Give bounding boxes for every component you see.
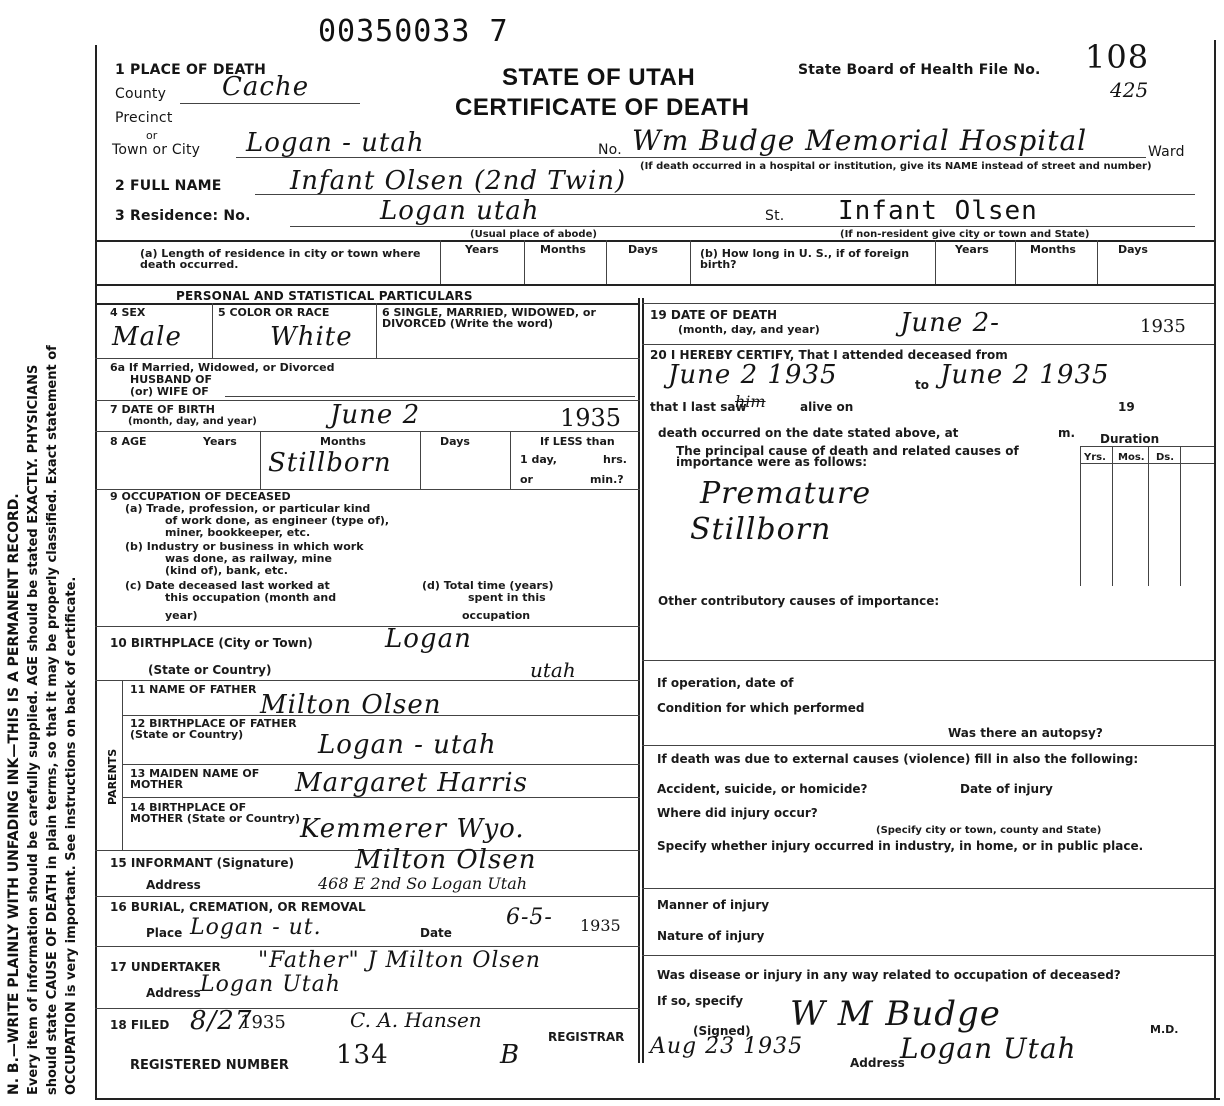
dob-sub-label: (month, day, and year) (128, 416, 257, 427)
res-col-d (690, 240, 691, 284)
md-label: M.D. (1150, 1023, 1179, 1036)
occupation-d2: spent in this (468, 591, 546, 604)
res-col-a (440, 240, 441, 284)
certificate-serial-number: 00350033 7 (318, 14, 509, 49)
informant-value: Milton Olsen (355, 845, 537, 875)
res-months-b: Months (1030, 243, 1076, 256)
registered-number-suffix: B (500, 1040, 521, 1070)
place-of-death-label: 1 PLACE OF DEATH (115, 62, 267, 78)
residence-table-bottom (95, 284, 1215, 286)
birth-state-value: utah (530, 658, 576, 682)
physician-address: Logan Utah (900, 1032, 1077, 1065)
color-divider (376, 303, 377, 358)
certify-label: 20 I HEREBY CERTIFY, That I attended deceased from (650, 348, 1008, 362)
foreign-birth-label: (b) How long in U. S., if of foreign birth? (700, 247, 910, 271)
cause-line-1: Premature (700, 476, 872, 511)
residence-line (290, 226, 1195, 227)
occurred-label: death occurred on the date stated above, at (658, 426, 959, 440)
autopsy-label: Was there an autopsy? (948, 726, 1103, 740)
attended-from: June 2 1935 (668, 360, 838, 390)
operation-label: If operation, date of (657, 676, 794, 690)
hospital-value: Wm Budge Memorial Hospital (632, 124, 1088, 157)
res-months-a: Months (540, 243, 586, 256)
last-saw-label: that I last saw (650, 400, 747, 414)
res-col-b (524, 240, 525, 284)
age-years-label: Years (203, 435, 237, 448)
burial-date-label: Date (420, 926, 452, 940)
county-value: Cache (222, 72, 310, 102)
sex-divider (212, 303, 213, 358)
mother-birthplace-value: Kemmerer Wyo. (300, 814, 525, 844)
usual-abode-note: (Usual place of abode) (470, 229, 597, 240)
nonresident-note: (If non-resident give city or town and State) (840, 229, 1090, 240)
dob-year: 1935 (560, 404, 622, 432)
occupation-a3: miner, bookkeeper, etc. (165, 526, 311, 539)
marital-label: 6 SINGLE, MARRIED, WIDOWED, or DIVORCED (Write the word) (382, 306, 596, 330)
town-label: Town or City (112, 142, 201, 158)
res-col-f (1015, 240, 1016, 284)
residence-label: 3 Residence: No. (115, 208, 251, 224)
where-injury-label: Where did injury occur? (657, 806, 818, 820)
residence-typed-name: Infant Olsen (838, 196, 1038, 226)
duration-col-2 (1112, 446, 1113, 586)
last-saw-value: him (735, 392, 766, 411)
duration-top (1080, 446, 1214, 447)
accident-label: Accident, suicide, or homicide? (657, 782, 868, 796)
duration-head-bottom (1080, 463, 1214, 464)
color-value: White (270, 322, 353, 352)
res-col-c (606, 240, 607, 284)
age-days-label: Days (440, 435, 470, 448)
wife-label: (or) WIFE OF (130, 385, 209, 398)
wife-line (225, 396, 635, 397)
mother-name-label: 13 MAIDEN NAME OF MOTHER (130, 767, 260, 791)
father-birthplace-value: Logan - utah (318, 730, 497, 760)
external-label: If death was due to external causes (violence) fill in also the following: (657, 752, 1139, 766)
burial-date-value: 6-5- (506, 905, 553, 930)
form-left-border (95, 45, 97, 1100)
occupation-row-bottom (95, 626, 640, 627)
cause-line-2: Stillborn (690, 512, 832, 547)
certificate-title: CERTIFICATE OF DEATH (455, 94, 750, 121)
state-title: STATE OF UTAH (502, 64, 696, 91)
nature-label: Nature of injury (657, 929, 765, 943)
form-right-border (1214, 40, 1216, 1098)
street-no-label: No. (598, 142, 622, 158)
duration-col-4 (1180, 446, 1181, 586)
file-number: 108 (1085, 38, 1150, 76)
county-line (180, 103, 360, 104)
informant-address-value: 468 E 2nd So Logan Utah (318, 874, 528, 893)
res-days-b: Days (1118, 243, 1148, 256)
age-col-1 (260, 431, 261, 489)
min-label: min.? (590, 473, 624, 486)
duration-label: Duration (1100, 432, 1160, 446)
duration-col-1 (1080, 446, 1081, 586)
specify-city-note: (Specify city or town, county and State) (876, 825, 1102, 836)
occupation-d: (d) Total time (years) (422, 579, 554, 592)
personal-heading: PERSONAL AND STATISTICAL PARTICULARS (176, 289, 473, 303)
registered-number-label: REGISTERED NUMBER (130, 1058, 289, 1073)
margin-instruction-line-4: OCCUPATION is very important. See instructions on back of certificate. (64, 576, 79, 1095)
father-row-bottom (122, 715, 640, 716)
one-day-label: 1 day, (520, 453, 557, 466)
undertaker-value: "Father" J Milton Olsen (258, 948, 541, 973)
right-top-line (642, 303, 1214, 304)
duration-yrs: Yrs. (1084, 452, 1106, 463)
death-date-sub: (month, day, and year) (678, 323, 820, 336)
contributory-label: Other contributory causes of importance: (658, 594, 940, 608)
res-col-e (935, 240, 936, 284)
birthplace-row-bottom (95, 680, 640, 681)
less-than-label: If LESS than (540, 435, 615, 448)
full-name-value: Infant Olsen (2nd Twin) (290, 166, 627, 196)
informant-label: 15 INFORMANT (Signature) (110, 856, 294, 870)
ifso-label: If so, specify (657, 994, 744, 1008)
dob-label: 7 DATE OF BIRTH (110, 403, 215, 416)
signed-label: (Signed) (693, 1024, 751, 1038)
residence-value: Logan utah (380, 196, 540, 226)
town-line (236, 157, 1146, 158)
burial-year: 1935 (580, 916, 621, 935)
town-value: Logan - utah (246, 128, 425, 158)
to-label: to (915, 378, 929, 392)
res-days-a: Days (628, 243, 658, 256)
duration-mos: Mos. (1118, 452, 1145, 463)
duration-ds: Ds. (1156, 452, 1175, 463)
industry-bottom (642, 888, 1214, 889)
occupation-d3: occupation (462, 609, 531, 622)
birthplace-label: 10 BIRTHPLACE (City or Town) (110, 636, 313, 650)
death-date-bottom (642, 344, 1214, 345)
related-label: Was disease or injury in any way related to occupation of deceased? (657, 968, 1121, 982)
husband-label: HUSBAND OF (130, 373, 212, 386)
mother-row-bottom (122, 797, 640, 798)
physician-signature: W M Budge (790, 994, 1001, 1034)
res-years-a: Years (465, 243, 499, 256)
filed-year: 1935 (240, 1012, 286, 1033)
father-birthplace-label: 12 BIRTHPLACE OF FATHER (State or Country) (130, 717, 297, 741)
street-label: St. (765, 208, 785, 224)
burial-place-label: Place (146, 926, 183, 940)
nature-bottom (642, 955, 1214, 956)
occupation-label: 9 OCCUPATION OF DECEASED (110, 490, 291, 503)
occurred-m-label: m. (1058, 426, 1076, 440)
contrib-bottom (642, 660, 1214, 661)
death-date-label: 19 DATE OF DEATH (650, 308, 778, 322)
age-col-3 (510, 431, 511, 489)
age-col-2 (420, 431, 421, 489)
parents-vertical-label: PARENTS (106, 748, 119, 805)
length-residence-label: (a) Length of residence in city or town where death occurred. (140, 247, 421, 271)
filed-label: 18 FILED (110, 1018, 170, 1032)
physician-address-label: Address (850, 1056, 905, 1070)
sex-row-bottom (95, 358, 640, 359)
manner-label: Manner of injury (657, 898, 770, 912)
color-label: 5 COLOR OR RACE (218, 306, 330, 319)
res-col-g (1097, 240, 1098, 284)
occupation-a2: of work done, as engineer (type of), (165, 514, 390, 527)
parents-divider (122, 680, 123, 850)
hospital-note: (If death occurred in a hospital or institution, give its NAME instead of street and number) (640, 161, 1152, 172)
alive-year: 19 (1118, 400, 1135, 414)
autopsy-bottom (642, 745, 1214, 746)
margin-instruction-line-1: N. B.—WRITE PLAINLY WITH UNFADING INK—THIS IS A PERMANENT RECORD. (6, 493, 22, 1095)
file-number-secondary: 425 (1110, 78, 1149, 102)
personal-heading-line (95, 303, 640, 305)
informant-address-label: Address (146, 878, 201, 892)
injury-date-label: Date of injury (960, 782, 1053, 796)
death-year: 1935 (1140, 316, 1186, 337)
burial-bottom (95, 946, 640, 947)
mother-name-value: Margaret Harris (295, 768, 528, 798)
age-value: Stillborn (268, 448, 392, 478)
sex-value: Male (112, 322, 182, 352)
mother-birthplace-label: 14 BIRTHPLACE OF MOTHER (State or Country) (130, 801, 300, 825)
birthplace-value: Logan (385, 624, 472, 654)
alive-on-label: alive on (800, 400, 854, 414)
filed-date: 8/27 (190, 1006, 253, 1036)
occupation-c3: year) (165, 609, 198, 622)
married-label: 6a If Married, Widowed, or Divorced (110, 361, 335, 374)
condition-label: Condition for which performed (657, 701, 865, 715)
full-name-label: 2 FULL NAME (115, 178, 222, 194)
margin-instruction-line-3: should state CAUSE OF DEATH in plain terms, so that it may be properly classified. Exact statement of (45, 345, 60, 1095)
occupation-b: (b) Industry or business in which work (125, 540, 364, 553)
burial-label: 16 BURIAL, CREMATION, OR REMOVAL (110, 900, 366, 914)
undertaker-address-value: Logan Utah (200, 972, 341, 997)
undertaker-address-label: Address (146, 986, 201, 1000)
margin-instruction-line-2: Every item of information should be carefully supplied. AGE should be stated EXACTLY. PHYSICIANS (26, 364, 41, 1095)
occupation-b3: (kind of), bank, etc. (165, 564, 288, 577)
attended-to: June 2 1935 (940, 360, 1110, 390)
father-name-label: 11 NAME OF FATHER (130, 683, 257, 696)
informant-bottom (95, 896, 640, 897)
death-date-value: June 2- (900, 308, 1000, 338)
occupation-a: (a) Trade, profession, or particular kind (125, 502, 371, 515)
sex-label: 4 SEX (110, 306, 146, 319)
occupation-c2: this occupation (month and (165, 591, 337, 604)
father-birth-row-bottom (122, 764, 640, 765)
dob-value: June 2 (330, 400, 421, 430)
ward-label: Ward (1148, 144, 1185, 160)
dob-row-bottom (95, 431, 640, 432)
or-min-label: or (520, 473, 533, 486)
res-years-b: Years (955, 243, 989, 256)
registered-number-value: 134 (336, 1040, 389, 1070)
column-divider (642, 298, 644, 1063)
form-bottom-border (95, 1098, 1220, 1100)
specify-industry-label: Specify whether injury occurred in industry, in home, or in public place. (657, 839, 1144, 853)
cause-label: The principal cause of death and related causes of importance were as follows: (676, 444, 1019, 469)
hrs-label: hrs. (603, 453, 627, 466)
age-months-label: Months (320, 435, 366, 448)
burial-place-value: Logan - ut. (190, 915, 322, 940)
undertaker-label: 17 UNDERTAKER (110, 960, 221, 974)
duration-col-3 (1148, 446, 1149, 586)
residence-table-top (95, 240, 1215, 242)
age-label: 8 AGE (110, 435, 147, 448)
name-line (255, 194, 1195, 195)
occupation-b2: was done, as railway, mine (165, 552, 332, 565)
county-label: County (115, 86, 167, 102)
filed-signature: C. A. Hansen (350, 1008, 482, 1032)
birth-state-label: (State or Country) (148, 663, 272, 677)
precinct-label: Precinct (115, 110, 173, 126)
registrar-label: REGISTRAR (548, 1030, 625, 1044)
or-label: or (146, 129, 158, 142)
occupation-c: (c) Date deceased last worked at (125, 579, 330, 592)
father-name-value: Milton Olsen (260, 690, 442, 720)
signed-date: Aug 23 1935 (650, 1034, 804, 1059)
file-number-label: State Board of Health File No. (798, 62, 1041, 78)
